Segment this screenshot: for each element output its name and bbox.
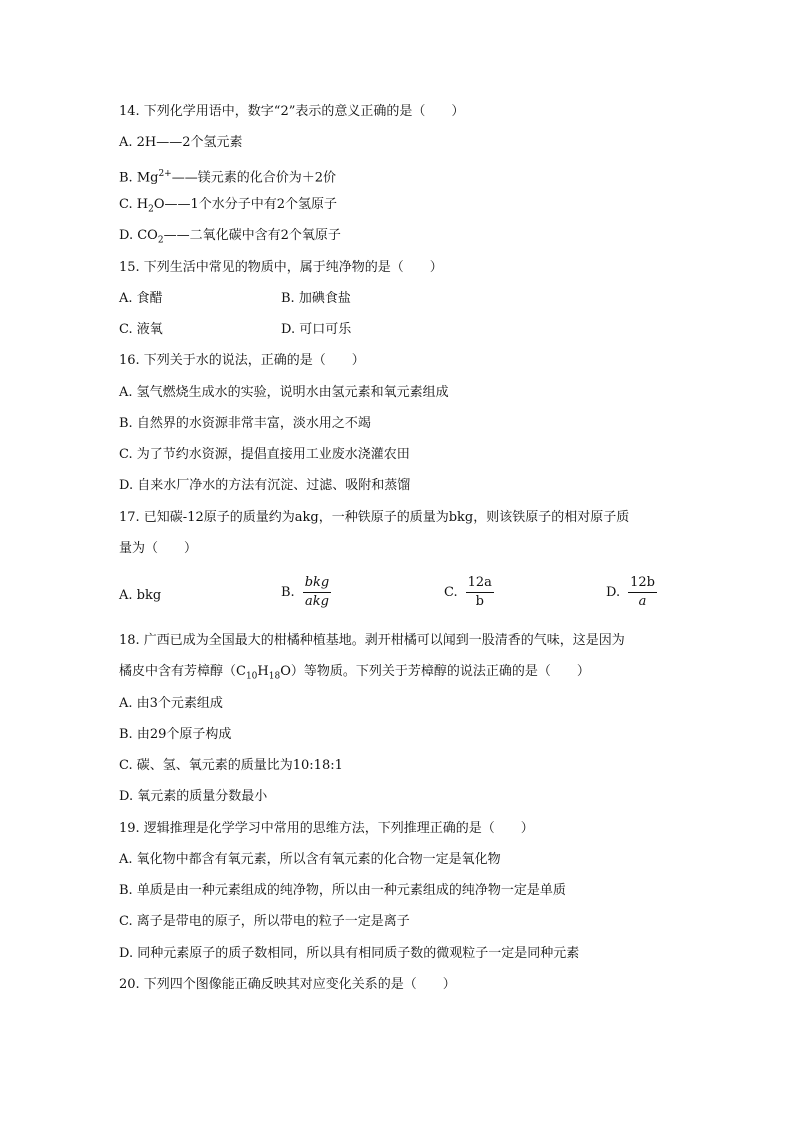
question-19-stem: 19. 逻辑推理是化学学习中常用的思维方法，下列推理正确的是（ ） [119,821,534,836]
question-15-option-b: B. 加碘食盐 [281,291,351,306]
question-18-option-b: B. 由29个原子构成 [119,727,232,742]
fraction: $\frac{12a}{b}$ [467,575,492,609]
question-17-stem-line1: 17. 已知碳-12原子的质量约为akg，一种铁原子的质量为bkg，则该铁原子的相对原子质 [119,510,630,525]
question-15-option-d: D. 可口可乐 [281,322,352,337]
question-14-option-c: C. $H_2O——1$个水分子中有2个氢原子 [119,197,338,215]
question-18-option-a: A. 由3个元素组成 [119,696,223,711]
question-17-stem-line2: 量为（ ） [119,541,198,556]
question-17-option-b: B. $\frac{\text{bkg}}{\text{akg}}$ [281,575,330,609]
question-17-option-a: A. bkg [119,588,162,603]
question-19-option-a: A. 氧化物中都含有氧元素，所以含有氧元素的化合物一定是氧化物 [119,852,501,867]
question-17-option-c: C. $\frac{12a}{b}$ [444,575,492,609]
question-19-option-c: C. 离子是带电的原子，所以带电的粒子一定是离子 [119,914,410,929]
question-15-stem: 15. 下列生活中常见的物质中，属于纯净物的是（ ） [119,260,443,275]
question-20-stem: 20. 下列四个图像能正确反映其对应变化关系的是（ ） [119,977,456,992]
question-18-option-d: D. 氧元素的质量分数最小 [119,789,268,804]
question-14-stem: 14. 下列化学用语中，数字“2”表示的意义正确的是（ ） [119,104,465,119]
question-16-option-a: A. 氢气燃烧生成水的实验，说明水由氢元素和氧元素组成 [119,385,449,400]
question-18-stem-line2: 橘皮中含有芳樟醇$(C_{10}H_{18}O)$等物质。下列关于芳樟醇的说法正确的是（ ） [119,664,590,682]
fraction: $\frac{\text{bkg}}{\text{akg}}$ [304,575,330,609]
question-16-option-b: B. 自然界的水资源非常丰富，淡水用之不竭 [119,416,371,431]
question-18-stem-line1: 18. 广西已成为全国最大的柑橘种植基地。剥开柑橘可以闻到一股清香的气味，这是因为 [119,633,625,648]
question-15-option-c: C. 液氧 [119,322,163,337]
question-14-option-d: D. $CO_2——$二氧化碳中含有2个氧原子 [119,228,341,246]
question-18-option-c: C. 碳、氢、氧元素的质量比为10:18:1 [119,758,343,773]
question-16-stem: 16. 下列关于水的说法，正确的是（ ） [119,353,365,368]
question-14-option-a: A. 2H——2个氢元素 [119,135,243,150]
question-16-option-d: D. 自来水厂净水的方法有沉淀、过滤、吸附和蒸馏 [119,478,411,493]
question-19-option-d: D. 同种元素原子的质子数相同，所以具有相同质子数的微观粒子一定是同种元素 [119,946,580,961]
question-15-option-a: A. 食醋 [119,291,163,306]
question-17-option-d: D. $\frac{12b}{a}$ [606,575,655,609]
question-19-option-b: B. 单质是由一种元素组成的纯净物，所以由一种元素组成的纯净物一定是单质 [119,883,566,898]
question-16-option-c: C. 为了节约水资源，提倡直接用工业废水浇灌农田 [119,447,410,462]
question-14-option-b: B. $Mg^{2+}——$镁元素的化合价为＋2价 [119,169,337,186]
fraction: $\frac{12b}{a}$ [630,575,655,609]
